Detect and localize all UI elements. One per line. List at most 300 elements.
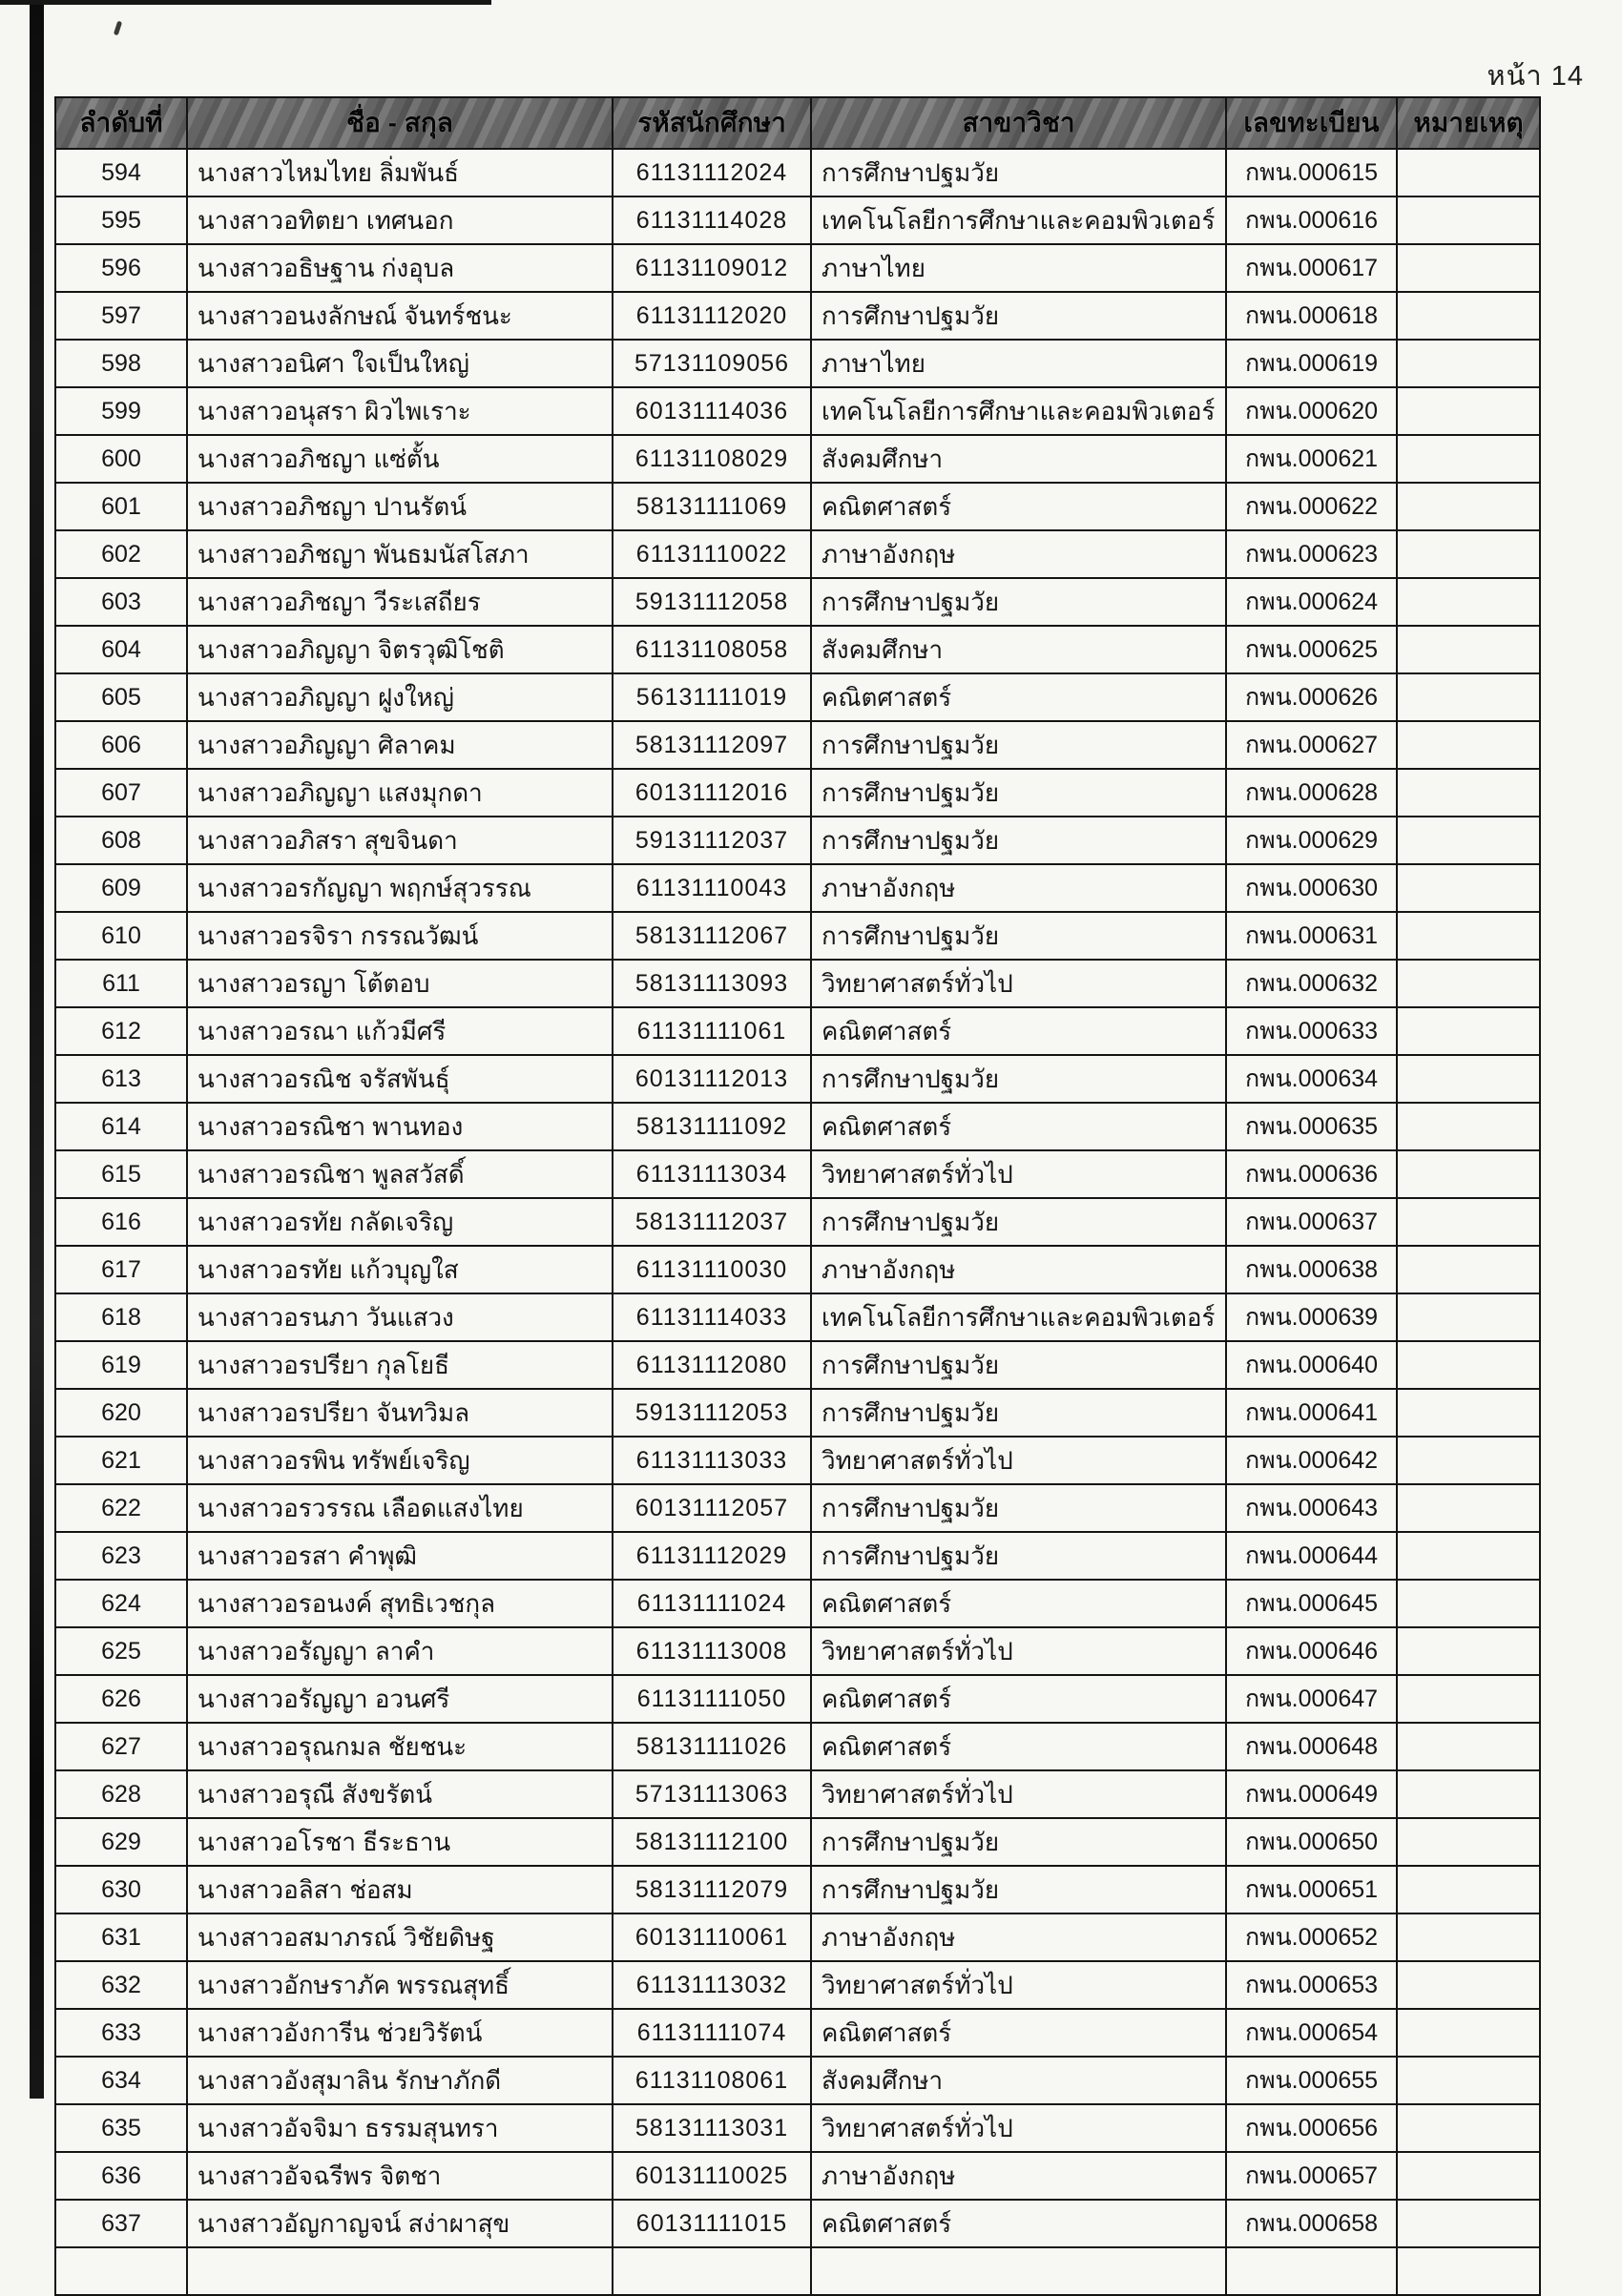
- name-cell: นางสาวอนิศา ใจเป็นใหญ่: [187, 340, 613, 387]
- major-cell: การศึกษาปฐมวัย: [811, 1866, 1226, 1913]
- order-number-cell: 615: [55, 1150, 187, 1198]
- major-cell: การศึกษาปฐมวัย: [811, 1389, 1226, 1437]
- order-number-cell: 619: [55, 1341, 187, 1389]
- table-row: [55, 292, 1540, 340]
- header-major: สาขาวิชา: [811, 97, 1226, 149]
- remarks-cell: [1397, 197, 1540, 244]
- order-number-cell: 596: [55, 244, 187, 292]
- student-id-cell: 58131112037: [613, 1198, 811, 1246]
- student-id-cell: 58131112100: [613, 1818, 811, 1866]
- student-id-cell: 58131113093: [613, 960, 811, 1007]
- major-cell: การศึกษาปฐมวัย: [811, 769, 1226, 817]
- table-row: [55, 1532, 1540, 1580]
- major-cell: คณิตศาสตร์: [811, 1007, 1226, 1055]
- remarks-cell: [1397, 1389, 1540, 1437]
- registration-number-cell: กพน.000642: [1226, 1437, 1397, 1484]
- remarks-cell: [1397, 1913, 1540, 1961]
- major-cell: คณิตศาสตร์: [811, 483, 1226, 530]
- student-id-cell: 58131111069: [613, 483, 811, 530]
- table-row: [55, 1246, 1540, 1293]
- table-row: [55, 387, 1540, 435]
- registration-number-cell: กพน.000617: [1226, 244, 1397, 292]
- name-cell: นางสาวอังสุมาลิน รักษาภักดี: [187, 2057, 613, 2104]
- table-row: [55, 1341, 1540, 1389]
- remarks-cell: [1397, 817, 1540, 864]
- order-number-cell: 608: [55, 817, 187, 864]
- name-cell: นางสาวอัจจิมา ธรรมสุนทรา: [187, 2104, 613, 2152]
- name-cell: นางสาวอรกัญญา พฤกษ์สุวรรณ: [187, 864, 613, 912]
- student-id-cell: 59131112037: [613, 817, 811, 864]
- name-cell: นางสาวอรณิช จรัสพันธุ์: [187, 1055, 613, 1103]
- registration-number-cell: กพน.000639: [1226, 1293, 1397, 1341]
- name-cell: นางสาวอรทัย กลัดเจริญ: [187, 1198, 613, 1246]
- registration-number-cell: กพน.000624: [1226, 578, 1397, 626]
- student-id-cell: 61131110043: [613, 864, 811, 912]
- table-row: [55, 960, 1540, 1007]
- name-cell: นางสาวอภิชญา พันธมนัสโสภา: [187, 530, 613, 578]
- order-number-cell: 610: [55, 912, 187, 960]
- student-id-cell: 61131108061: [613, 2057, 811, 2104]
- major-cell: เทคโนโลยีการศึกษาและคอมพิวเตอร์: [811, 1293, 1226, 1341]
- remarks-cell: [1397, 2247, 1540, 2295]
- remarks-cell: [1397, 912, 1540, 960]
- registration-number-cell: กพน.000638: [1226, 1246, 1397, 1293]
- student-id-cell: 61131110030: [613, 1246, 811, 1293]
- table-row: [55, 1627, 1540, 1675]
- table-row: [55, 1580, 1540, 1627]
- remarks-cell: [1397, 721, 1540, 769]
- remarks-cell: [1397, 578, 1540, 626]
- registration-number-cell: กพน.000625: [1226, 626, 1397, 673]
- registration-number-cell: กพน.000654: [1226, 2009, 1397, 2057]
- remarks-cell: [1397, 292, 1540, 340]
- name-cell: นางสาวอธิษฐาน ก่งอุบล: [187, 244, 613, 292]
- remarks-cell: [1397, 1437, 1540, 1484]
- major-cell: ภาษาอังกฤษ: [811, 2152, 1226, 2200]
- order-number-cell: 603: [55, 578, 187, 626]
- table-row: [55, 817, 1540, 864]
- major-cell: ภาษาอังกฤษ: [811, 1913, 1226, 1961]
- registration-number-cell: กพน.000635: [1226, 1103, 1397, 1150]
- table-row: [55, 1818, 1540, 1866]
- remarks-cell: [1397, 340, 1540, 387]
- order-number-cell: 614: [55, 1103, 187, 1150]
- order-number-cell: 617: [55, 1246, 187, 1293]
- student-id-cell: 60131112057: [613, 1484, 811, 1532]
- table-row: [55, 2009, 1540, 2057]
- registration-number-cell: กพน.000657: [1226, 2152, 1397, 2200]
- remarks-cell: [1397, 626, 1540, 673]
- student-id-cell: 60131110061: [613, 1913, 811, 1961]
- student-id-cell: 61131114033: [613, 1293, 811, 1341]
- registration-number-cell: กพน.000631: [1226, 912, 1397, 960]
- table-row: [55, 673, 1540, 721]
- major-cell: คณิตศาสตร์: [811, 1675, 1226, 1723]
- name-cell: นางสาวอรณิชา พานทอง: [187, 1103, 613, 1150]
- remarks-cell: [1397, 387, 1540, 435]
- remarks-cell: [1397, 483, 1540, 530]
- order-number-cell: 606: [55, 721, 187, 769]
- major-cell: คณิตศาสตร์: [811, 1580, 1226, 1627]
- remarks-cell: [1397, 435, 1540, 483]
- table-row: [55, 626, 1540, 673]
- student-id-cell: 61131108058: [613, 626, 811, 673]
- registration-number-cell: กพน.000656: [1226, 2104, 1397, 2152]
- table-row: [55, 721, 1540, 769]
- order-number-cell: 594: [55, 149, 187, 197]
- order-number-cell: 612: [55, 1007, 187, 1055]
- remarks-cell: [1397, 1866, 1540, 1913]
- table-row: [55, 1723, 1540, 1770]
- student-registry-table: [54, 96, 1541, 2296]
- order-number-cell: 602: [55, 530, 187, 578]
- name-cell: นางสาวอังการีน ช่วยวิรัตน์: [187, 2009, 613, 2057]
- major-cell: วิทยาศาสตร์ทั่วไป: [811, 1770, 1226, 1818]
- order-number-cell: 626: [55, 1675, 187, 1723]
- order-number-cell: 616: [55, 1198, 187, 1246]
- registration-number-cell: กพน.000632: [1226, 960, 1397, 1007]
- order-number-cell: 611: [55, 960, 187, 1007]
- registration-number-cell: กพน.000637: [1226, 1198, 1397, 1246]
- name-cell: นางสาวอรจิรา กรรณวัฒน์: [187, 912, 613, 960]
- major-cell: [811, 2247, 1226, 2295]
- registration-number-cell: กพน.000629: [1226, 817, 1397, 864]
- major-cell: การศึกษาปฐมวัย: [811, 578, 1226, 626]
- remarks-cell: [1397, 1818, 1540, 1866]
- major-cell: คณิตศาสตร์: [811, 2200, 1226, 2247]
- name-cell: นางสาวอรนภา วันแสวง: [187, 1293, 613, 1341]
- major-cell: การศึกษาปฐมวัย: [811, 1532, 1226, 1580]
- name-cell: นางสาวอภิสรา สุขจินดา: [187, 817, 613, 864]
- order-number-cell: 613: [55, 1055, 187, 1103]
- student-id-cell: 61131113034: [613, 1150, 811, 1198]
- remarks-cell: [1397, 2104, 1540, 2152]
- order-number-cell: 620: [55, 1389, 187, 1437]
- remarks-cell: [1397, 1055, 1540, 1103]
- major-cell: วิทยาศาสตร์ทั่วไป: [811, 1150, 1226, 1198]
- order-number-cell: 601: [55, 483, 187, 530]
- name-cell: นางสาวอทิตยา เทศนอก: [187, 197, 613, 244]
- table-row: [55, 530, 1540, 578]
- registration-number-cell: กพน.000626: [1226, 673, 1397, 721]
- name-cell: นางสาวอรัญญา ลาคำ: [187, 1627, 613, 1675]
- order-number-cell: 597: [55, 292, 187, 340]
- remarks-cell: [1397, 1198, 1540, 1246]
- name-cell: นางสาวอภิชญา แซ่ตั้น: [187, 435, 613, 483]
- order-number-cell: 632: [55, 1961, 187, 2009]
- major-cell: คณิตศาสตร์: [811, 1103, 1226, 1150]
- registration-number-cell: กพน.000627: [1226, 721, 1397, 769]
- order-number-cell: 625: [55, 1627, 187, 1675]
- student-id-cell: 61131111050: [613, 1675, 811, 1723]
- table-row: [55, 197, 1540, 244]
- order-number-cell: [55, 2247, 187, 2295]
- major-cell: ภาษาไทย: [811, 244, 1226, 292]
- table-row: [55, 149, 1540, 197]
- remarks-cell: [1397, 530, 1540, 578]
- name-cell: นางสาวอรปรียา กุลโยธี: [187, 1341, 613, 1389]
- student-id-cell: 59131112053: [613, 1389, 811, 1437]
- table-row: [55, 483, 1540, 530]
- remarks-cell: [1397, 1723, 1540, 1770]
- order-number-cell: 630: [55, 1866, 187, 1913]
- student-id-cell: 61131112024: [613, 149, 811, 197]
- name-cell: นางสาวอรัญญา อวนศรี: [187, 1675, 613, 1723]
- student-id-cell: 61131113033: [613, 1437, 811, 1484]
- student-id-cell: 61131114028: [613, 197, 811, 244]
- registration-number-cell: กพน.000647: [1226, 1675, 1397, 1723]
- table-row: [55, 1007, 1540, 1055]
- major-cell: การศึกษาปฐมวัย: [811, 912, 1226, 960]
- remarks-cell: [1397, 1341, 1540, 1389]
- registration-number-cell: กพน.000644: [1226, 1532, 1397, 1580]
- remarks-cell: [1397, 960, 1540, 1007]
- table-row: [55, 1913, 1540, 1961]
- remarks-cell: [1397, 1246, 1540, 1293]
- remarks-cell: [1397, 1150, 1540, 1198]
- major-cell: การศึกษาปฐมวัย: [811, 149, 1226, 197]
- registration-number-cell: กพน.000651: [1226, 1866, 1397, 1913]
- student-id-cell: [613, 2247, 811, 2295]
- table-row: [55, 1866, 1540, 1913]
- student-id-cell: 60131114036: [613, 387, 811, 435]
- registration-number-cell: กพน.000623: [1226, 530, 1397, 578]
- remarks-cell: [1397, 149, 1540, 197]
- registration-number-cell: กพน.000649: [1226, 1770, 1397, 1818]
- table-row: [55, 1293, 1540, 1341]
- major-cell: การศึกษาปฐมวัย: [811, 1484, 1226, 1532]
- student-id-cell: 57131109056: [613, 340, 811, 387]
- name-cell: นางสาวอสมาภรณ์ วิชัยดิษฐ: [187, 1913, 613, 1961]
- table-row: [55, 244, 1540, 292]
- order-number-cell: 605: [55, 673, 187, 721]
- registration-number-cell: กพน.000636: [1226, 1150, 1397, 1198]
- remarks-cell: [1397, 2200, 1540, 2247]
- name-cell: นางสาวไหมไทย ลิ่มพันธ์: [187, 149, 613, 197]
- major-cell: สังคมศึกษา: [811, 626, 1226, 673]
- order-number-cell: 634: [55, 2057, 187, 2104]
- name-cell: นางสาวอภิชญา วีระเสถียร: [187, 578, 613, 626]
- table-header-row: [55, 97, 1540, 149]
- order-number-cell: 598: [55, 340, 187, 387]
- name-cell: นางสาวอลิสา ช่อสม: [187, 1866, 613, 1913]
- table-row: [55, 864, 1540, 912]
- registration-number-cell: กพน.000618: [1226, 292, 1397, 340]
- name-cell: นางสาวอรุณกมล ชัยชนะ: [187, 1723, 613, 1770]
- order-number-cell: 604: [55, 626, 187, 673]
- major-cell: เทคโนโลยีการศึกษาและคอมพิวเตอร์: [811, 197, 1226, 244]
- student-id-cell: 61131112029: [613, 1532, 811, 1580]
- name-cell: นางสาวอักษราภัค พรรณสุทธิ์: [187, 1961, 613, 2009]
- table-row: [55, 2200, 1540, 2247]
- table-row: [55, 1437, 1540, 1484]
- name-cell: [187, 2247, 613, 2295]
- registration-number-cell: กพน.000615: [1226, 149, 1397, 197]
- order-number-cell: 631: [55, 1913, 187, 1961]
- student-id-cell: 61131111074: [613, 2009, 811, 2057]
- major-cell: ภาษาไทย: [811, 340, 1226, 387]
- table-row: [55, 578, 1540, 626]
- order-number-cell: 621: [55, 1437, 187, 1484]
- remarks-cell: [1397, 864, 1540, 912]
- major-cell: การศึกษาปฐมวัย: [811, 1818, 1226, 1866]
- registration-number-cell: กพน.000621: [1226, 435, 1397, 483]
- major-cell: คณิตศาสตร์: [811, 1723, 1226, 1770]
- registration-number-cell: กพน.000640: [1226, 1341, 1397, 1389]
- order-number-cell: 627: [55, 1723, 187, 1770]
- table-row: [55, 1675, 1540, 1723]
- order-number-cell: 635: [55, 2104, 187, 2152]
- name-cell: นางสาวอภิญญา แสงมุกดา: [187, 769, 613, 817]
- major-cell: คณิตศาสตร์: [811, 673, 1226, 721]
- table-row: [55, 1150, 1540, 1198]
- major-cell: ภาษาอังกฤษ: [811, 864, 1226, 912]
- name-cell: นางสาวอโรชา ธีระธาน: [187, 1818, 613, 1866]
- student-id-cell: 61131113008: [613, 1627, 811, 1675]
- student-id-cell: 61131109012: [613, 244, 811, 292]
- registration-number-cell: กพน.000619: [1226, 340, 1397, 387]
- major-cell: ภาษาอังกฤษ: [811, 1246, 1226, 1293]
- registration-number-cell: กพน.000648: [1226, 1723, 1397, 1770]
- registration-number-cell: กพน.000652: [1226, 1913, 1397, 1961]
- name-cell: นางสาวอรปรียา จันทวิมล: [187, 1389, 613, 1437]
- order-number-cell: 623: [55, 1532, 187, 1580]
- major-cell: ภาษาอังกฤษ: [811, 530, 1226, 578]
- header-name-surname: ชื่อ - สกุล: [187, 97, 613, 149]
- order-number-cell: 600: [55, 435, 187, 483]
- table-row: [55, 2057, 1540, 2104]
- major-cell: คณิตศาสตร์: [811, 2009, 1226, 2057]
- order-number-cell: 637: [55, 2200, 187, 2247]
- major-cell: การศึกษาปฐมวัย: [811, 721, 1226, 769]
- name-cell: นางสาวอรพิน ทรัพย์เจริญ: [187, 1437, 613, 1484]
- registration-number-cell: กพน.000634: [1226, 1055, 1397, 1103]
- registration-number-cell: กพน.000628: [1226, 769, 1397, 817]
- table-row: [55, 2104, 1540, 2152]
- header-registration-number: เลขทะเบียน: [1226, 97, 1397, 149]
- header-student-id: รหัสนักศึกษา: [613, 97, 811, 149]
- name-cell: นางสาวอัญกาญจน์ สง่าผาสุข: [187, 2200, 613, 2247]
- table-row: [55, 1055, 1540, 1103]
- scan-speck-mark: [114, 21, 122, 36]
- major-cell: การศึกษาปฐมวัย: [811, 1341, 1226, 1389]
- scan-edge-line: [0, 0, 491, 5]
- registration-number-cell: กพน.000646: [1226, 1627, 1397, 1675]
- student-id-cell: 58131111026: [613, 1723, 811, 1770]
- student-id-cell: 60131112013: [613, 1055, 811, 1103]
- name-cell: นางสาวอรวรรณ เลือดแสงไทย: [187, 1484, 613, 1532]
- scan-edge-strip: [30, 0, 44, 2099]
- major-cell: การศึกษาปฐมวัย: [811, 1055, 1226, 1103]
- remarks-cell: [1397, 769, 1540, 817]
- registration-number-cell: กพน.000641: [1226, 1389, 1397, 1437]
- registration-number-cell: กพน.000630: [1226, 864, 1397, 912]
- header-order-number: ลำดับที่: [55, 97, 187, 149]
- order-number-cell: 609: [55, 864, 187, 912]
- major-cell: วิทยาศาสตร์ทั่วไป: [811, 1437, 1226, 1484]
- student-id-cell: 61131112020: [613, 292, 811, 340]
- name-cell: นางสาวอรณิชา พูลสวัสดิ์: [187, 1150, 613, 1198]
- remarks-cell: [1397, 1961, 1540, 2009]
- name-cell: นางสาวอรทัย แก้วบุญใส: [187, 1246, 613, 1293]
- major-cell: การศึกษาปฐมวัย: [811, 1198, 1226, 1246]
- student-id-cell: 56131111019: [613, 673, 811, 721]
- table-row: [55, 1484, 1540, 1532]
- order-number-cell: 628: [55, 1770, 187, 1818]
- table-row: [55, 1198, 1540, 1246]
- student-id-cell: 61131111061: [613, 1007, 811, 1055]
- name-cell: นางสาวอรสา คำพุฒิ: [187, 1532, 613, 1580]
- name-cell: นางสาวอรอนงค์ สุทธิเวชกุล: [187, 1580, 613, 1627]
- registration-number-cell: กพน.000620: [1226, 387, 1397, 435]
- remarks-cell: [1397, 1770, 1540, 1818]
- major-cell: วิทยาศาสตร์ทั่วไป: [811, 2104, 1226, 2152]
- remarks-cell: [1397, 1007, 1540, 1055]
- major-cell: วิทยาศาสตร์ทั่วไป: [811, 1961, 1226, 2009]
- name-cell: นางสาวอรญา โต้ตอบ: [187, 960, 613, 1007]
- table-row: [55, 769, 1540, 817]
- order-number-cell: 624: [55, 1580, 187, 1627]
- major-cell: สังคมศึกษา: [811, 2057, 1226, 2104]
- major-cell: วิทยาศาสตร์ทั่วไป: [811, 960, 1226, 1007]
- student-id-cell: 60131110025: [613, 2152, 811, 2200]
- order-number-cell: 633: [55, 2009, 187, 2057]
- table-row: [55, 1961, 1540, 2009]
- student-id-cell: 60131111015: [613, 2200, 811, 2247]
- remarks-cell: [1397, 1103, 1540, 1150]
- student-id-cell: 61131108029: [613, 435, 811, 483]
- registration-number-cell: กพน.000658: [1226, 2200, 1397, 2247]
- name-cell: นางสาวอภิญญา ศิลาคม: [187, 721, 613, 769]
- table-row: [55, 1103, 1540, 1150]
- registration-number-cell: กพน.000655: [1226, 2057, 1397, 2104]
- student-id-cell: 58131112097: [613, 721, 811, 769]
- remarks-cell: [1397, 244, 1540, 292]
- major-cell: การศึกษาปฐมวัย: [811, 817, 1226, 864]
- registration-number-cell: กพน.000645: [1226, 1580, 1397, 1627]
- header-remarks: หมายเหตุ: [1397, 97, 1540, 149]
- registration-number-cell: [1226, 2247, 1397, 2295]
- name-cell: นางสาวอนุสรา ผิวไพเราะ: [187, 387, 613, 435]
- page-number: หน้า 14: [1487, 61, 1584, 92]
- table-row: [55, 2152, 1540, 2200]
- order-number-cell: 599: [55, 387, 187, 435]
- student-id-cell: 58131112079: [613, 1866, 811, 1913]
- table-row-partial: [55, 2247, 1540, 2295]
- registration-number-cell: กพน.000622: [1226, 483, 1397, 530]
- major-cell: วิทยาศาสตร์ทั่วไป: [811, 1627, 1226, 1675]
- table-row: [55, 340, 1540, 387]
- remarks-cell: [1397, 673, 1540, 721]
- registration-number-cell: กพน.000643: [1226, 1484, 1397, 1532]
- remarks-cell: [1397, 1484, 1540, 1532]
- order-number-cell: 636: [55, 2152, 187, 2200]
- student-id-cell: 61131113032: [613, 1961, 811, 2009]
- name-cell: นางสาวอัจฉรีพร จิตชา: [187, 2152, 613, 2200]
- registration-number-cell: กพน.000653: [1226, 1961, 1397, 2009]
- student-id-cell: 61131111024: [613, 1580, 811, 1627]
- student-id-cell: 58131111092: [613, 1103, 811, 1150]
- table-row: [55, 912, 1540, 960]
- name-cell: นางสาวอนงลักษณ์ จันทร์ชนะ: [187, 292, 613, 340]
- major-cell: การศึกษาปฐมวัย: [811, 292, 1226, 340]
- student-id-cell: 57131113063: [613, 1770, 811, 1818]
- name-cell: นางสาวอรุณี สังขรัตน์: [187, 1770, 613, 1818]
- registration-number-cell: กพน.000633: [1226, 1007, 1397, 1055]
- table-row: [55, 1389, 1540, 1437]
- table-row: [55, 435, 1540, 483]
- remarks-cell: [1397, 2009, 1540, 2057]
